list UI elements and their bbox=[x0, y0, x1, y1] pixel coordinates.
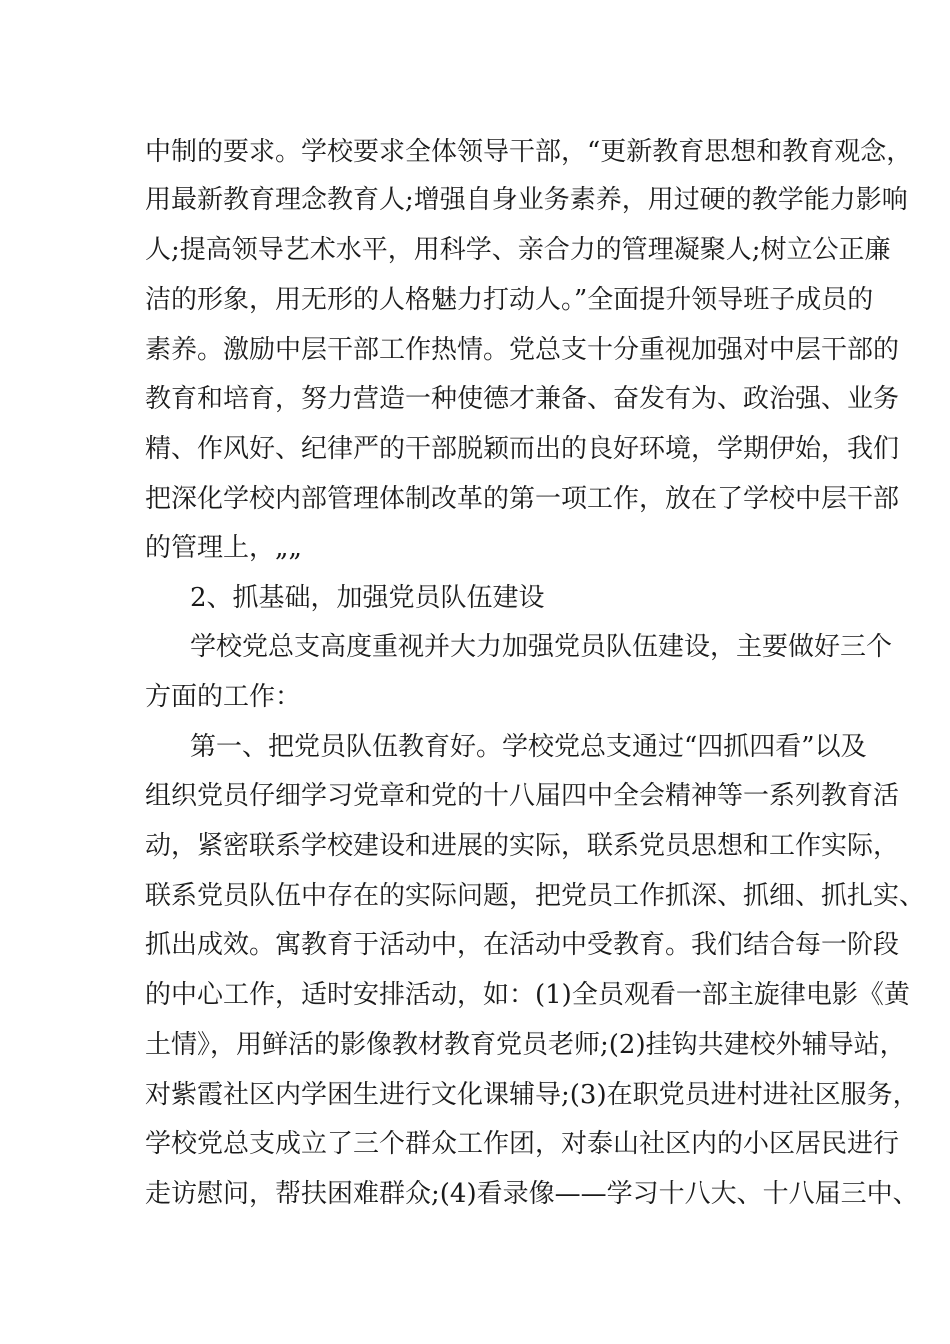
text-line: 的管理上，„„ bbox=[145, 533, 302, 563]
section-heading: 2、抓基础，加强党员队伍建设 bbox=[190, 583, 545, 613]
text-line: 方面的工作： bbox=[145, 682, 302, 712]
text-line: 用最新教育理念教育人;增强自身业务素养，用过硬的教学能力影响 bbox=[145, 185, 908, 215]
text-line: 组织党员仔细学习党章和党的十八届四中全会精神等一系列教育活 bbox=[145, 781, 900, 811]
text-line: 走访慰问，帮扶困难群众;(4)看录像——学习十八大、十八届三中、 bbox=[145, 1179, 919, 1209]
text-line: 中制的要求。学校要求全体领导干部，“更新教育思想和教育观念， bbox=[145, 137, 913, 167]
text-line: 的中心工作，适时安排活动，如：(1)全员观看一部主旋律电影《黄 bbox=[145, 980, 910, 1010]
text-line: 动，紧密联系学校建设和进展的实际，联系党员思想和工作实际， bbox=[145, 831, 900, 861]
text-line: 学校党总支高度重视并大力加强党员队伍建设，主要做好三个 bbox=[190, 632, 893, 662]
text-line: 素养。激励中层干部工作热情。党总支十分重视加强对中层干部的 bbox=[145, 335, 900, 365]
text-line: 联系党员队伍中存在的实际问题，把党员工作抓深、抓细、抓扎实、 bbox=[145, 881, 926, 911]
text-line: 抓出成效。寓教育于活动中，在活动中受教育。我们结合每一阶段 bbox=[145, 930, 900, 960]
text-line: 精、作风好、纪律严的干部脱颖而出的良好环境，学期伊始，我们 bbox=[145, 434, 900, 464]
text-line: 学校党总支成立了三个群众工作团，对泰山社区内的小区居民进行 bbox=[145, 1129, 900, 1159]
text-line: 洁的形象，用无形的人格魅力打动人。”全面提升领导班子成员的 bbox=[145, 285, 874, 315]
text-line: 把深化学校内部管理体制改革的第一项工作，放在了学校中层干部 bbox=[145, 484, 900, 514]
text-line: 土情》，用鲜活的影像教材教育党员老师;(2)挂钩共建校外辅导站， bbox=[145, 1030, 906, 1060]
text-line: 教育和培育，努力营造一种使德才兼备、奋发有为、政治强、业务 bbox=[145, 384, 900, 414]
text-line: 对紫霞社区内学困生进行文化课辅导;(3)在职党员进村进社区服务， bbox=[145, 1080, 919, 1110]
text-line: 第一、把党员队伍教育好。学校党总支通过“四抓四看”以及 bbox=[190, 732, 867, 762]
text-line: 人;提高领导艺术水平，用科学、亲合力的管理凝聚人;树立公正廉 bbox=[145, 235, 891, 265]
